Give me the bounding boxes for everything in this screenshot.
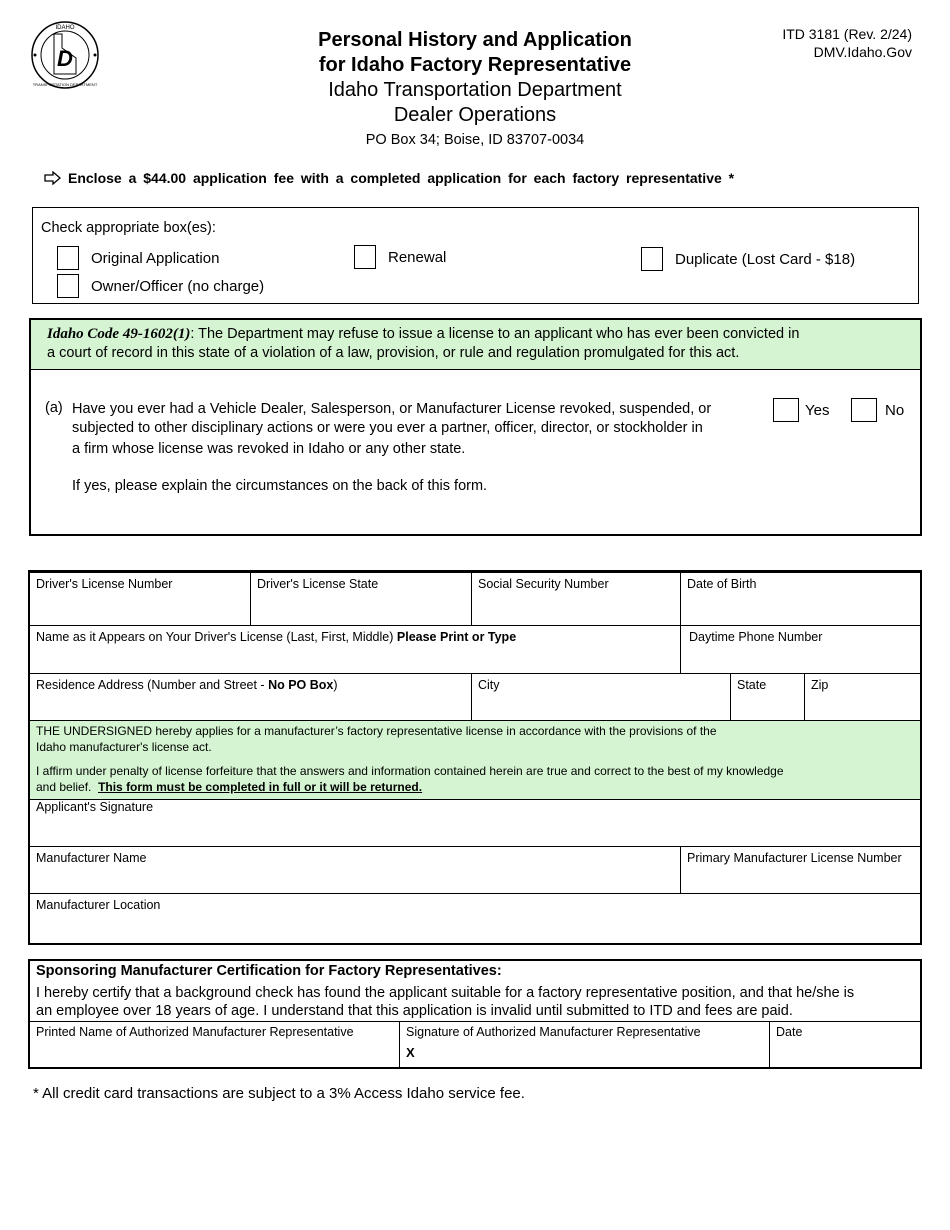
sponsor-text (36, 984, 916, 1020)
division-name: Dealer Operations (393, 104, 557, 126)
website: DMV.Idaho.Gov (813, 44, 912, 60)
ssn-label: Social Security Number (478, 577, 609, 591)
idaho-code-notice (31, 320, 920, 370)
yes-option (773, 398, 829, 422)
undersigned-line2: Idaho manufacturer's license act. (36, 740, 212, 754)
owner-officer-option (57, 274, 264, 298)
owner-officer-checkbox[interactable] (57, 274, 79, 298)
manufacturer-license-label: Primary Manufacturer License Number (687, 851, 902, 865)
form-id-block (782, 25, 912, 61)
drivers-license-state-field[interactable] (251, 573, 472, 626)
original-application-label: Original Application (91, 249, 220, 267)
disciplinary-section (29, 318, 922, 536)
sponsor-date-field[interactable] (770, 1021, 920, 1069)
footnote: * All credit card transactions are subject to a 3% Access Idaho service fee. (33, 1085, 525, 1102)
original-application-checkbox[interactable] (57, 246, 79, 270)
residence-address-label: Residence Address (Number and Street - (36, 678, 269, 692)
idaho-code-text: : The Department may refuse to issue a license to an applicant who has ever been convicted in (190, 326, 800, 342)
check-boxes-title: Check appropriate box(es): (41, 220, 216, 236)
yes-checkbox[interactable] (773, 398, 799, 422)
duplicate-option (641, 247, 855, 271)
zip-label: Zip (811, 678, 829, 692)
sponsor-certification-section (28, 959, 922, 1069)
question-a-line1: Have you ever had a Vehicle Dealer, Salesperson, or Manufacturer License revoked, suspended, or (72, 401, 712, 417)
svg-text:TRANSPORTATION DEPARTMENT: TRANSPORTATION DEPARTMENT (32, 82, 98, 87)
yes-label: Yes (805, 401, 830, 419)
manufacturer-location-label: Manufacturer Location (36, 898, 161, 912)
mailing-address: PO Box 34; Boise, ID 83707-0034 (365, 132, 585, 148)
zip-field[interactable] (805, 674, 920, 721)
applicant-information-form (28, 570, 922, 945)
question-a-line2: subjected to other disciplinary actions or were you ever a partner, officer, director, or stockholder in (72, 420, 703, 436)
fee-notice (44, 170, 734, 186)
residence-address-emphasis: No PO Box (268, 678, 334, 692)
affirm-line2: and belief. (36, 780, 92, 794)
affirm-emphasis: This form must be completed in full or it will be returned. (98, 780, 423, 794)
form-title-line2: for Idaho Factory Representative (318, 54, 632, 76)
no-checkbox[interactable] (851, 398, 877, 422)
applicant-signature-label: Applicant's Signature (36, 800, 154, 814)
question-a-label: (a) (45, 400, 63, 416)
daytime-phone-field[interactable] (681, 626, 920, 674)
undersigned-line1: THE UNDERSIGNED hereby applies for a manufacturer’s factory representative license in accordance with the provisions of the (36, 724, 717, 738)
manufacturer-license-field[interactable] (681, 847, 920, 894)
no-label: No (885, 401, 905, 419)
date-of-birth-label: Date of Birth (687, 577, 757, 591)
applicant-signature-field[interactable] (30, 800, 920, 847)
drivers-license-number-label: Driver's License Number (36, 577, 173, 591)
department-name: Idaho Transportation Department (328, 79, 622, 101)
arrow-right-icon (44, 171, 62, 185)
idaho-code-ref: Idaho Code 49-1602(1) (47, 326, 191, 342)
manufacturer-name-field[interactable] (30, 847, 681, 894)
printed-name-field[interactable] (30, 1021, 400, 1069)
manufacturer-signature-field[interactable] (400, 1021, 770, 1069)
application-type-section (32, 207, 919, 304)
fee-notice-text: Enclose a $44.00 application fee with a completed application for each factory representative * (68, 170, 735, 186)
date-of-birth-field[interactable] (681, 573, 920, 626)
svg-text:IDAHO: IDAHO (55, 25, 75, 31)
daytime-phone-label: Daytime Phone Number (689, 630, 823, 644)
no-option (851, 398, 904, 422)
manufacturer-signature-label: Signature of Authorized Manufacturer Representative (406, 1025, 701, 1039)
form-number: ITD 3181 (Rev. 2/24) (782, 26, 912, 42)
original-application-option (57, 246, 219, 270)
sponsor-title: Sponsoring Manufacturer Certification for Factory Representatives: (36, 963, 502, 979)
question-a-explain: If yes, please explain the circumstances on the back of this form. (72, 478, 488, 494)
form-title: Personal History and Application (318, 29, 632, 51)
sponsor-text-line2: an employee over 18 years of age. I understand that this application is invalid until submitted to ITD and fees are paid. (36, 1003, 793, 1019)
manufacturer-name-label: Manufacturer Name (36, 851, 147, 865)
itd-logo (30, 20, 100, 90)
name-label: Name as it Appears on Your Driver's License (Last, First, Middle) (36, 630, 394, 644)
name-label-emphasis: Please Print or Type (396, 630, 517, 644)
duplicate-label: Duplicate (Lost Card - $18) (675, 250, 856, 268)
residence-address-field[interactable] (30, 674, 472, 721)
city-label: City (478, 678, 500, 692)
city-field[interactable] (472, 674, 731, 721)
drivers-license-number-field[interactable] (30, 573, 251, 626)
state-label: State (737, 678, 767, 692)
drivers-license-state-label: Driver's License State (257, 577, 379, 591)
affirm-line1: I affirm under penalty of license forfeiture that the answers and information contained herein are true and correct to the best of my knowledge (36, 764, 784, 778)
name-field[interactable] (30, 626, 681, 674)
residence-address-close: ) (333, 678, 338, 692)
idaho-code-text-2: a court of record in this state of a violation of a law, provision, or rule and regulation promulgated for this act. (47, 345, 740, 361)
svg-text:D: D (57, 46, 73, 71)
question-a-line3: a firm whose license was revoked in Idaho or any other state. (72, 441, 466, 457)
duplicate-checkbox[interactable] (641, 247, 663, 271)
printed-name-label: Printed Name of Authorized Manufacturer Representative (36, 1025, 354, 1039)
sponsor-date-label: Date (776, 1025, 803, 1039)
ssn-field[interactable] (472, 573, 681, 626)
form-title-block (260, 28, 690, 150)
renewal-option (354, 245, 446, 269)
state-field[interactable] (731, 674, 805, 721)
signature-x-mark: X (406, 1045, 415, 1060)
renewal-label: Renewal (388, 248, 447, 266)
owner-officer-label: Owner/Officer (no charge) (91, 277, 265, 295)
question-a-text (72, 400, 772, 459)
sponsor-text-line1: I hereby certify that a background check has found the applicant suitable for a factory representative position, and that he/she is (36, 985, 855, 1001)
declaration-notice (30, 721, 920, 800)
renewal-checkbox[interactable] (354, 245, 376, 269)
manufacturer-location-field[interactable] (30, 894, 920, 944)
